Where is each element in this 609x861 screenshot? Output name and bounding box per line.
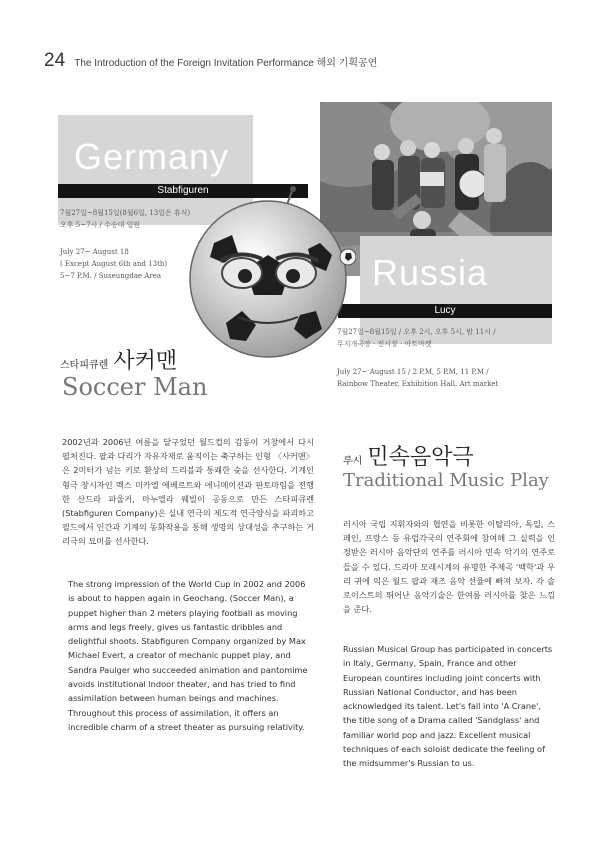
company-name-ko: 스타피큐렌 [60,360,109,371]
soccer-man-title-en: Soccer Man [62,373,208,401]
show-title-ko: 민속음악극 [367,445,474,470]
russia-description-en: Russian Musical Group has participated in concerts in Italy, Germany, Spain, France and other European countires including joint concerts with Russian National Conductor, and has been acknowledged its talent. Let's fall into 'A Crane', the title song of a Drama called 'Sandglass' and familiar world pop and jazz. Excellent musical techniques of each soloist dedicate the feeling of the midsummer's Russian to us. [343,644,553,769]
show-title-ko: 사커맨 [113,349,178,374]
germany-schedule-en-line: 5~7 P.M. / Suseungdae Area [60,272,161,280]
soccer-ball-puppet-image [180,183,356,359]
traditional-music-title-ko [343,440,474,471]
page-header [44,50,377,72]
russia-description-ko: 러시아 국립 지휘자와의 협연을 비롯한 이탈리아, 독일, 스페인, 프랑스 등 유럽각국의 연주회에 참여해 그 실력을 인정받은 러시아 음악단의 연주를 러시아 민속 악기의 연주로 들을 수 있다. 드라마 모래시계의 유명한 주제곡 '백학'과 우리 귀에 익은 월드 팝과 재즈 음악 선율에 빠져 보자. 각 솔로이스트의 뛰어난 음악기술은 한여름 러시아를 찾은 느낌을 준다. [343,519,555,615]
russia-country-title: Russia [372,252,489,293]
company-name-ko: 루시 [343,456,363,467]
russia-schedule-en-line: Rainbow Theater, Exhibition Hall, Art market [337,380,499,388]
germany-description-en: The strong impression of the World Cup in 2002 and 2006 is about to happen again in Geochang. (Soccer Man), a puppet higher than 2 meters playing football as moving arms and legs freely, gives us fantastic dribbles and delightful shoots. Stabfiguren Company organized by Max Michael Evert, a creator of mechanic puppet play, and Sandra Paulger who succeeded animation and pantomime avoids institutional indoor theater, and has tried to find assimilation between human beings and machines. Throughout this process of assimilation, it offers an incredible charm of a street theater as pursuing relativity. [68,579,308,732]
russia-schedule-en-line: July 27~ August 15 / 2 P.M, 5 P.M, 11 P.M / [337,368,489,376]
germany-schedule-ko-line: 오후 5~7시 / 수승대 일원 [60,221,141,229]
germany-schedule-ko-line: 7월27일~8월15일(8월6일, 13일은 휴식) [60,209,191,217]
soccer-man-title-ko [60,344,177,375]
germany-description-ko: 2002년과 2006년 여름을 달구었던 월드컵의 감동이 거창에서 다시 펼쳐진다. 팔과 다리가 자유자재로 움직이는 축구하는 인형 〈사커맨〉은 2미터가 넘는 키로 환상의 드리블과 통쾌한 슛을 선사한다. 기계인형극 창시자인 멕스 미카엘 에베르트와 애니메이션과 판토마임을 전행한 산드라 파울거, 마누엘라 웨빌이 공동으로 만든 스타피큐렌(Stabfiguren Company)은 실내 연극의 제도적 연극양식을 파괴하고 필드에서 인간과 기계의 동화작용을 통해 생명의 상대성을 추구하는 거리극의 묘미를 선사한다. [62,437,314,547]
russia-schedule-ko-line: 7월27일~8월15일 / 오후 2시, 오후 5시, 밤 11시 / [337,328,496,336]
section-title: The Introduction of the Foreign Invitation Performance 해외 기획공연 [74,58,378,69]
traditional-music-title-en: Traditional Music Play [343,470,549,491]
germany-country-title: Germany [74,136,230,177]
page-number: 24 [44,50,66,71]
germany-schedule-en-line: July 27~ August 18 [60,248,129,256]
russia-schedule-ko-line: 무지개극장 · 전시장 · 아트마켓 [337,340,432,348]
germany-schedule-en-line: ( Except August 6th and 13th) [60,260,168,268]
russia-company-bar: Lucy [338,304,552,318]
germany-company-bar: Stabfiguren [58,184,308,198]
